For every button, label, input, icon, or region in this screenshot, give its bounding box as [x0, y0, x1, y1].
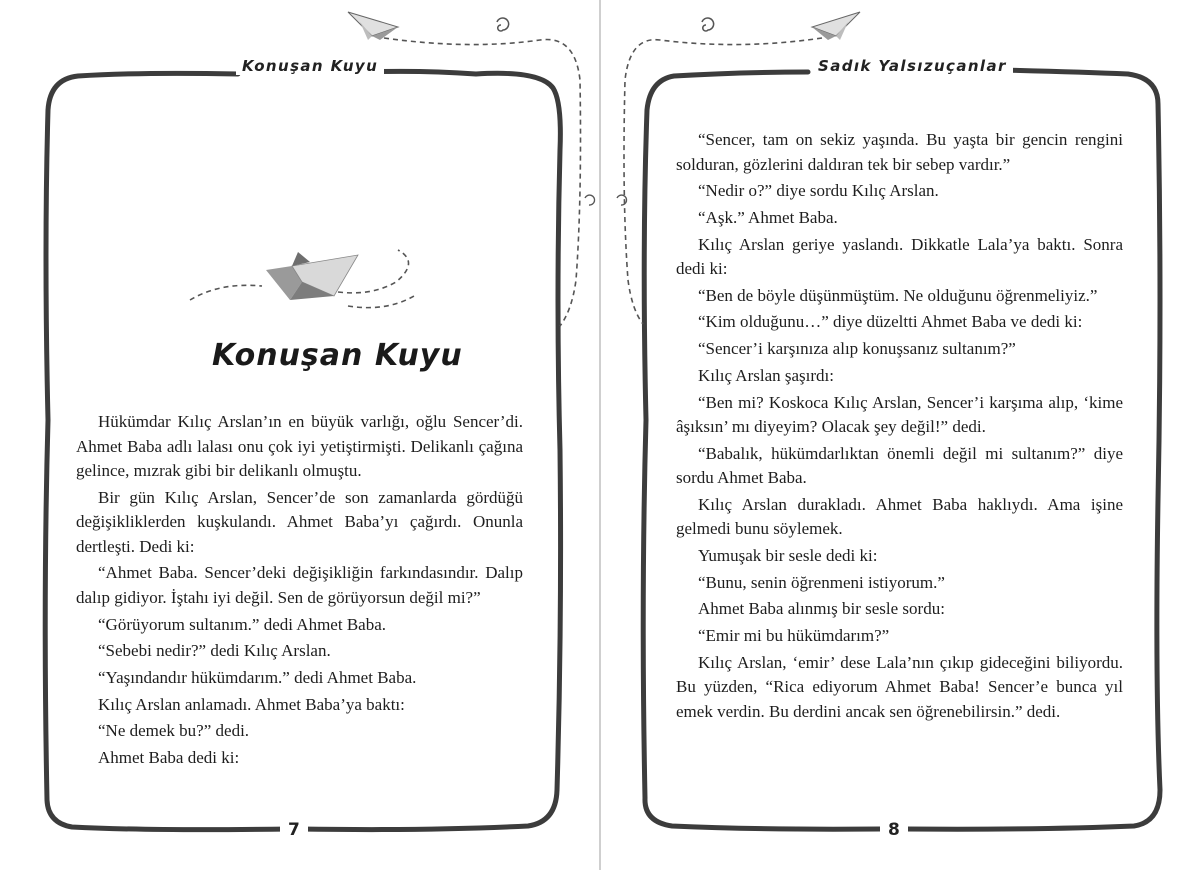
- paper-plane-icon: [348, 12, 398, 40]
- spiral-icon: [585, 195, 595, 205]
- left-plane-trail: [384, 38, 581, 326]
- spiral-icon: [497, 18, 509, 31]
- paragraph: Yumuşak bir sesle dedi ki:: [698, 546, 878, 566]
- paragraph: “Ne demek bu?” dedi.: [98, 721, 250, 741]
- paragraph: “Emir mi bu hükümdarım?”: [698, 626, 890, 646]
- paragraph: Bir gün Kılıç Arslan, Sencer’de son zamanlarda gördüğü değişikliklerden kuşkulandı. Ahmet Baba’yı çağırdı. Onunla dertleşti. Dedi ki:: [76, 487, 523, 556]
- left-running-head: Konuşan Kuyu: [236, 57, 384, 75]
- paragraph: “Sencer’i karşınıza alıp konuşsanız sultanım?”: [698, 339, 1016, 359]
- right-running-head: Sadık Yalsızuçanlar: [812, 57, 1013, 75]
- right-page-body: [676, 128, 1123, 727]
- paragraph: Kılıç Arslan durakladı. Ahmet Baba haklıydı. Ama işine gelmedi bunu söylemek.: [676, 494, 1123, 539]
- paragraph: “Sencer, tam on sekiz yaşında. Bu yaşta bir gencin rengini solduran, gözlerini daldıran tek bir sebep vardır.”: [676, 130, 1123, 174]
- paragraph: “Nedir o?” diye sordu Kılıç Arslan.: [698, 181, 939, 201]
- paragraph: “Ben de böyle düşünmüştüm. Ne olduğunu öğrenmeliyiz.”: [698, 285, 1098, 305]
- paragraph: “Ben mi? Koskoca Kılıç Arslan, Sencer’i karşıma alıp, ‘kime âşıksın’ mı diyeyim? Olacak şey değil!” dedi.: [676, 392, 1123, 436]
- left-page-number: 7: [280, 820, 308, 840]
- paragraph: “Bunu, senin öğrenmeni istiyorum.”: [698, 572, 945, 592]
- paragraph: “Aşk.” Ahmet Baba.: [698, 207, 838, 227]
- paragraph: Ahmet Baba alınmış bir sesle sordu:: [698, 599, 945, 619]
- paragraph: “Sebebi nedir?” dedi Kılıç Arslan.: [98, 641, 331, 661]
- paragraph: Ahmet Baba dedi ki:: [98, 748, 240, 767]
- paragraph: “Görüyorum sultanım.” dedi Ahmet Baba.: [98, 614, 386, 634]
- paragraph: “Yaşındandır hükümdarım.” dedi Ahmet Baba.: [98, 667, 417, 687]
- chapter-title: Konuşan Kuyu: [212, 338, 463, 373]
- paragraph: Kılıç Arslan anlamadı. Ahmet Baba’ya baktı:: [98, 694, 405, 714]
- right-page-number: 8: [880, 820, 908, 840]
- paper-plane-icon: [812, 12, 860, 40]
- left-page-body: [76, 410, 523, 773]
- paragraph: “Babalık, hükümdarlıktan önemli değil mi sultanım?” diye sordu Ahmet Baba.: [676, 443, 1123, 488]
- spiral-icon: [702, 18, 714, 31]
- paper-boat-icon: [190, 250, 414, 308]
- paragraph: “Kim olduğunu…” diye düzeltti Ahmet Baba ve dedi ki:: [698, 312, 1083, 332]
- paragraph: Hükümdar Kılıç Arslan’ın en büyük varlığı, oğlu Sencer’di. Ahmet Baba adlı lalası onu çok iyi yetiştirmişti. Delikanlı çağına gelince, mızrak gibi bir delikanlı olmuştu.: [76, 412, 523, 480]
- paragraph: Kılıç Arslan, ‘emir’ dese Lala’nın çıkıp gideceğini biliyordu. Bu yüzden, “Rica ediyorum Ahmet Baba! Sencer’e bunca yıl emek verdin. Bu derdini ancak sen öğrenebilirsin.” dedi.: [676, 652, 1123, 721]
- paragraph: Kılıç Arslan şaşırdı:: [698, 365, 834, 385]
- paragraph: “Ahmet Baba. Sencer’deki değişikliğin farkındasındır. Dalıp dalıp gidiyor. İştahı iyi değil. Sen de görüyorsun değil mi?”: [76, 563, 523, 607]
- paragraph: Kılıç Arslan geriye yaslandı. Dikkatle Lala’ya baktı. Sonra dedi ki:: [676, 234, 1123, 279]
